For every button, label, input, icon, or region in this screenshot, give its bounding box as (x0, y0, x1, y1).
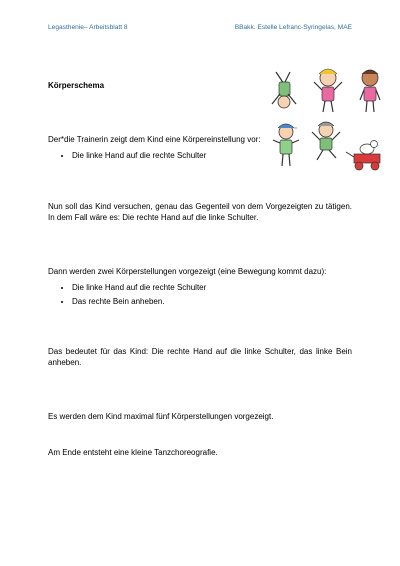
section-6 (48, 447, 352, 458)
header-right-text: BBakk. Estelle Lefranc-Syringelas, MAE (234, 24, 352, 31)
section-3-bullet-1: • Die linke Hand auf die rechte Schulter (72, 282, 352, 293)
section-1 (48, 134, 352, 164)
header-left-text: Legasthenie– Arbeitsblatt 8 (48, 24, 128, 31)
section-4 (48, 346, 352, 368)
page-title: Körperschema (48, 81, 105, 90)
page-header (48, 24, 352, 36)
section-5 (48, 411, 352, 422)
section-2-text: Nun soll das Kind versuchen, genau das Gegenteil von dem Vorgezeigten zu tätigen. In dem Fall wäre es: Die rechte Hand auf die linke Schulter. (48, 202, 352, 222)
section-3-bullet-2: • Das rechte Bein anheben. (72, 296, 352, 307)
section-3-intro: Dann werden zwei Körperstellungen vorgezeigt (eine Bewegung kommt dazu): (48, 267, 327, 276)
section-3-list (48, 282, 352, 307)
section-3 (48, 266, 352, 310)
section-1-list (48, 150, 352, 161)
child-figure-girl (314, 69, 342, 112)
child-figure-handstand (272, 72, 296, 108)
child-figure-boy (360, 70, 380, 112)
section-5-text: Es werden dem Kind maximal fünf Körperstellungen vorgezeigt. (48, 412, 274, 421)
section-4-text: Das bedeutet für das Kind: Die rechte Hand auf die linke Schulter, das linke Bein anheben. (48, 347, 352, 367)
section-1-intro: Der*die Trainerin zeigt dem Kind eine Körpereinstellung vor: (48, 135, 261, 144)
section-6-text: Am Ende entsteht eine kleine Tanzchoreografie. (48, 448, 218, 457)
section-1-bullet-1: • Die linke Hand auf die rechte Schulter (72, 150, 352, 161)
section-2 (48, 201, 352, 223)
